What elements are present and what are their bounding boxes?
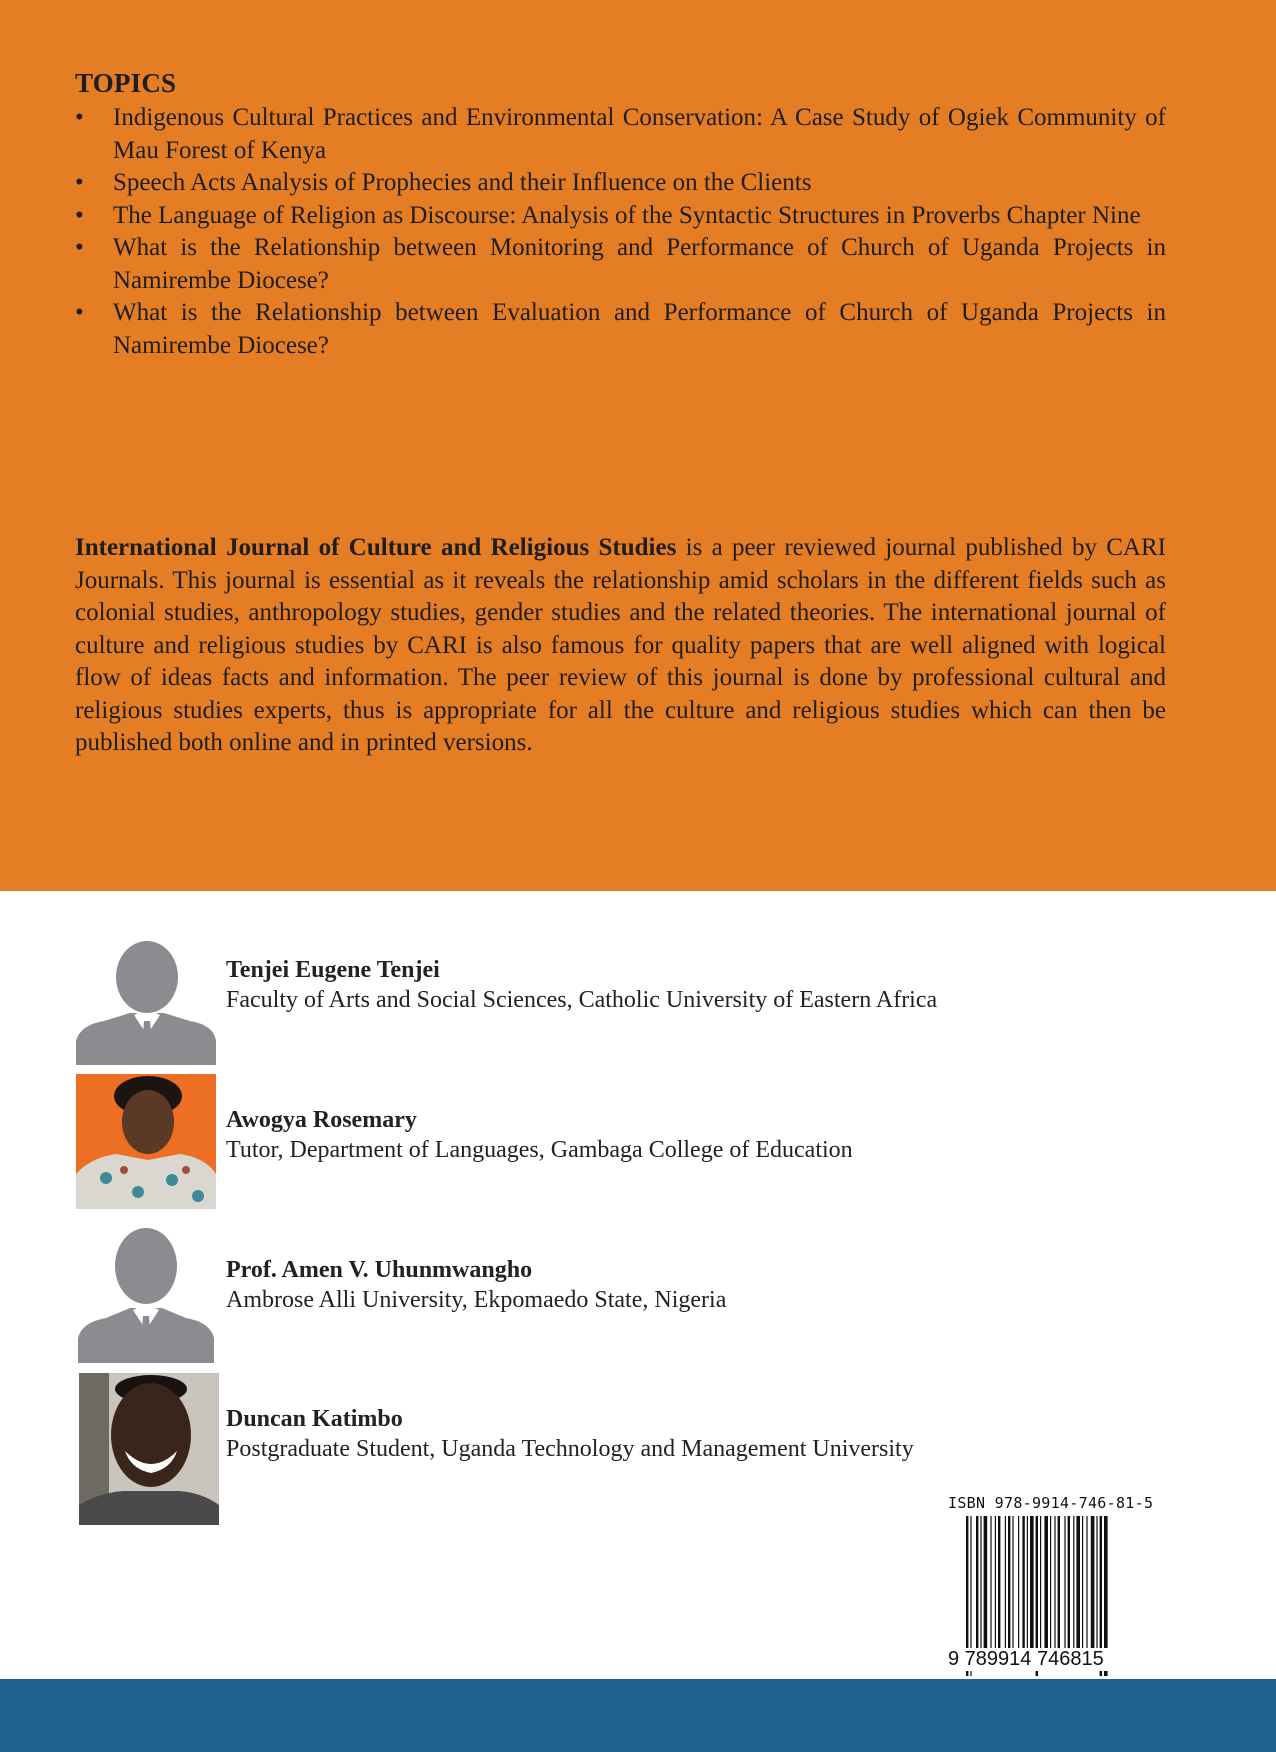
barcode-bar (1091, 1516, 1095, 1650)
author-entry (75, 1228, 1225, 1368)
barcode-bar (1040, 1516, 1041, 1650)
barcode-bar (1096, 1516, 1097, 1650)
barcode-bar (1082, 1516, 1083, 1650)
silhouette-avatar-icon (76, 1228, 216, 1363)
topic-item: • What is the Relationship between Evaluation and Performance of Church of Uganda Projects in Namirembe Diocese? (75, 297, 1166, 362)
journal-description-text: is a peer reviewed journal published by CARI Journals. This journal is essential as it reveals the relationship amid scholars in the different fields such as colonial studies, anthropology studies, gender studies and the related theories. The international journal of culture and religious studies by CARI is also famous for quality papers that are well aligned with logical flow of ideas facts and information. The peer review of this journal is done by professional cultural and religious studies experts, thus is appropriate for all the culture and religious studies which can then be published both online and in printed versions. (75, 534, 1166, 756)
author-name: Duncan Katimbo (226, 1406, 403, 1432)
blue-bottom-band (0, 1679, 1276, 1752)
topic-item: • What is the Relationship between Monitoring and Performance of Church of Uganda Projects in Namirembe Diocese? (75, 232, 1166, 297)
barcode-bar (1064, 1516, 1065, 1650)
author-name: Prof. Amen V. Uhunmwangho (226, 1257, 533, 1283)
topics-list (75, 102, 1166, 362)
barcode-bar (1058, 1516, 1060, 1650)
barcode-bar (1027, 1516, 1028, 1650)
author-name: Tenjei Eugene Tenjei (226, 957, 440, 983)
topic-item: • Indigenous Cultural Practices and Environmental Conservation: A Case Study of Ogiek Community of Mau Forest of Kenya (75, 102, 1166, 167)
barcode-bar (1073, 1516, 1074, 1650)
portrait-photo-icon (79, 1373, 219, 1525)
journal-description (75, 532, 1166, 760)
author-affiliation: Tutor, Department of Languages, Gambaga College of Education (226, 1137, 853, 1163)
journal-name: International Journal of Culture and Religious Studies (75, 534, 677, 561)
topics-heading: TOPICS (75, 68, 177, 98)
barcode-bar (1068, 1516, 1070, 1650)
isbn-label: ISBN 978-9914-746-81-5 (948, 1494, 1154, 1512)
portrait-photo-icon (76, 1074, 216, 1209)
topic-item: • Speech Acts Analysis of Prophecies and their Influence on the Clients (75, 167, 1166, 200)
silhouette-avatar-icon (76, 941, 216, 1076)
barcode-bar (1050, 1516, 1051, 1650)
barcode-bar (995, 1516, 996, 1650)
barcode-bar (1076, 1516, 1080, 1650)
author-affiliation: Ambrose Alli University, Ekpomaedo State, Nigeria (226, 1287, 727, 1313)
barcode-bar (980, 1516, 981, 1650)
barcode-bar (1005, 1516, 1006, 1650)
barcode-bar (976, 1516, 978, 1650)
author-entry (75, 1373, 1225, 1513)
barcode-bar (1054, 1516, 1055, 1650)
author-entry (75, 1074, 1225, 1214)
barcode-bar (984, 1516, 988, 1650)
barcode-bar (990, 1516, 991, 1650)
barcode-bar (1044, 1516, 1048, 1650)
barcode-digits: 9 789914 746815 (948, 1648, 1148, 1671)
barcode-bar (1030, 1516, 1034, 1650)
barcode-bar (1022, 1516, 1024, 1650)
barcode-bar (1018, 1516, 1019, 1650)
author-entry (75, 941, 1225, 1081)
barcode-bar (1086, 1516, 1087, 1650)
author-name: Awogya Rosemary (226, 1107, 417, 1133)
author-affiliation: Postgraduate Student, Uganda Technology and Management University (226, 1436, 914, 1462)
barcode-bar (1012, 1516, 1013, 1650)
topic-item: • The Language of Religion as Discourse: Analysis of the Syntactic Structures in Proverbs Chapter Nine (75, 200, 1166, 233)
barcode-bar (998, 1516, 1000, 1650)
author-affiliation: Faculty of Arts and Social Sciences, Catholic University of Eastern Africa (226, 987, 938, 1013)
barcode-bar (1008, 1516, 1010, 1650)
